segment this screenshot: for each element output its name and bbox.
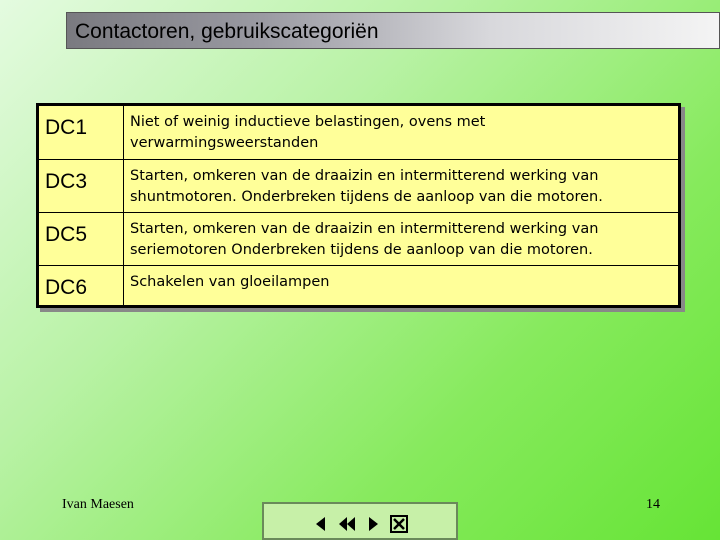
table-row	[39, 160, 679, 213]
first-icon[interactable]	[337, 514, 357, 534]
category-description: Schakelen van gloeilampen	[124, 266, 679, 306]
slide-title: Contactoren, gebruikscategoriën	[75, 20, 379, 43]
category-description: Starten, omkeren van de draaizin en intermitterend werking van seriemotoren Onderbreken tijdens de aanloop van die motoren.	[124, 213, 679, 266]
category-code: DC6	[39, 266, 124, 306]
next-icon[interactable]	[363, 514, 383, 534]
page-number: 14	[646, 497, 660, 512]
title-bar	[66, 12, 720, 49]
author-footer: Ivan Maesen	[62, 497, 134, 512]
navigation-bar	[262, 502, 458, 540]
table-row	[39, 266, 679, 306]
category-code: DC1	[39, 106, 124, 160]
category-code: DC3	[39, 160, 124, 213]
table-row	[39, 213, 679, 266]
category-table	[36, 103, 681, 308]
table-row	[39, 106, 679, 160]
category-code: DC5	[39, 213, 124, 266]
category-description: Niet of weinig inductieve belastingen, ovens met verwarmingsweerstanden	[124, 106, 679, 160]
previous-icon[interactable]	[311, 514, 331, 534]
category-description: Starten, omkeren van de draaizin en intermitterend werking van shuntmotoren. Onderbreken tijdens de aanloop van die motoren.	[124, 160, 679, 213]
close-icon[interactable]	[389, 514, 409, 534]
